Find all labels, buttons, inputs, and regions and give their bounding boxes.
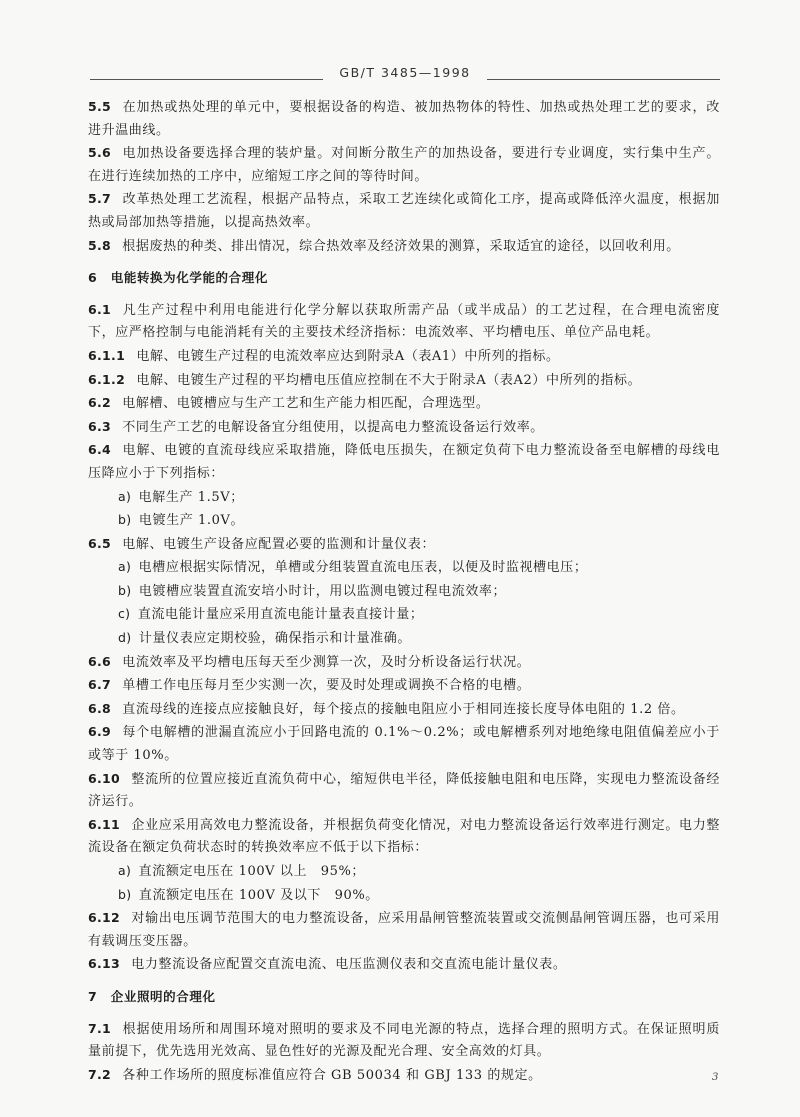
clause-6-1-2 bbox=[88, 369, 720, 393]
item-label: b) bbox=[118, 512, 132, 528]
list-item bbox=[88, 580, 720, 604]
clause-number: 6.7 bbox=[88, 677, 112, 693]
section-number: 6 bbox=[88, 270, 97, 286]
clause-6-4 bbox=[88, 439, 720, 485]
clause-number: 6.3 bbox=[88, 418, 112, 434]
item-text: 电解生产 1.5V； bbox=[138, 489, 244, 505]
clause-number: 6.6 bbox=[88, 653, 112, 669]
clause-number: 7.1 bbox=[88, 1020, 112, 1036]
clause-6-12 bbox=[88, 907, 720, 953]
clause-6-5 bbox=[88, 533, 720, 557]
clause-number: 6.5 bbox=[88, 535, 112, 551]
clause-6-3 bbox=[88, 416, 720, 440]
clause-number: 6.9 bbox=[88, 724, 112, 740]
item-label: a) bbox=[118, 488, 132, 504]
header-rule-left bbox=[90, 79, 323, 80]
running-header bbox=[90, 62, 720, 82]
clause-text: 电加热设备要选择合理的装炉量。对间断分散生产的加热设备，要进行专业调度，实行集中生产。在进行连续加热的工序中，应缩短工序之间的等待时间。 bbox=[88, 146, 720, 184]
clause-6-1 bbox=[88, 299, 720, 345]
clause-text: 电解、电镀生产设备应配置必要的监测和计量仪表： bbox=[122, 536, 436, 552]
section-heading-6 bbox=[88, 267, 720, 290]
list-item bbox=[88, 603, 720, 627]
clause-text: 电解槽、电镀槽应与生产工艺和生产能力相匹配，合理选型。 bbox=[122, 396, 490, 412]
document-body bbox=[88, 96, 720, 1087]
clause-text: 电解、电镀的直流母线应采取措施，降低电压损失，在额定负荷下电力整流设备至电解槽的母线电压降应小于下列指标： bbox=[88, 443, 720, 481]
clause-6-7 bbox=[88, 674, 720, 698]
item-text: 计量仪表应定期校验，确保指示和计量准确。 bbox=[138, 631, 411, 647]
item-label: a) bbox=[118, 559, 132, 575]
item-label: a) bbox=[118, 863, 132, 878]
clause-number: 7.2 bbox=[88, 1066, 112, 1082]
clause-5-7 bbox=[88, 188, 720, 234]
clause-text: 各种工作场所的照度标准值应符合 GB 50034 和 GBJ 133 的规定。 bbox=[122, 1067, 542, 1083]
clause-6-9 bbox=[88, 721, 720, 767]
clause-7-2 bbox=[88, 1064, 720, 1088]
clause-6-8 bbox=[88, 698, 720, 722]
item-label: b) bbox=[118, 886, 132, 902]
clause-text: 直流母线的连接点应接触良好，每个接点的接触电阻应小于相同连接长度导体电阻的 1.2 倍。 bbox=[122, 701, 685, 717]
list-item bbox=[88, 627, 720, 651]
clause-number: 5.8 bbox=[88, 237, 112, 253]
clause-6-6 bbox=[88, 651, 720, 675]
list-item bbox=[88, 556, 720, 580]
clause-5-6 bbox=[88, 142, 720, 188]
clause-text: 单槽工作电压每月至少实测一次，要及时处理或调换不合格的电槽。 bbox=[122, 678, 531, 694]
clause-number: 6.11 bbox=[88, 816, 121, 832]
list-item bbox=[88, 860, 720, 884]
clause-text: 企业应采用高效电力整流设备，并根据负荷变化情况，对电力整流设备运行效率进行测定。电力整流设备在额定负荷状态时的转换效率应不低于以下指标： bbox=[88, 817, 720, 856]
item-text: 直流电能计量应采用直流电能计量表直接计量； bbox=[137, 607, 424, 623]
item-text: 直流额定电压在 100V 及以下 90%。 bbox=[138, 887, 379, 903]
item-label: d) bbox=[118, 630, 132, 646]
header-rule-right bbox=[487, 79, 720, 80]
clause-6-11 bbox=[88, 814, 720, 860]
clause-number: 5.7 bbox=[88, 191, 112, 207]
clause-text: 电解、电镀生产过程的电流效率应达到附录A（表A1）中所列的指标。 bbox=[136, 348, 560, 364]
item-text: 电镀生产 1.0V。 bbox=[138, 513, 245, 529]
clause-number: 6.1.2 bbox=[88, 371, 126, 387]
section-title: 电能转换为化学能的合理化 bbox=[110, 270, 268, 286]
clause-text: 根据使用场所和周围环境对照明的要求及不同电光源的特点，选择合理的照明方式。在保证照明质量前提下，优先选用光效高、显色性好的光源及配光合理、安全高效的灯具。 bbox=[88, 1021, 720, 1060]
clause-number: 6.2 bbox=[88, 395, 112, 411]
clause-text: 电力整流设备应配置交直流电流、电压监测仪表和交直流电能计量仪表。 bbox=[131, 957, 567, 973]
clause-number: 6.8 bbox=[88, 700, 112, 716]
item-text: 直流额定电压在 100V 以上 95%； bbox=[138, 864, 366, 879]
clause-text: 在加热或热处理的单元中，要根据设备的构造、被加热物体的特性、加热或热处理工艺的要求，改进升温曲线。 bbox=[88, 100, 720, 138]
clause-6-10 bbox=[88, 768, 720, 814]
clause-6-13 bbox=[88, 953, 720, 977]
clause-number: 5.6 bbox=[88, 145, 112, 161]
item-text: 电槽应根据实际情况，单槽或分组装置直流电压表，以便及时监视槽电压； bbox=[138, 560, 588, 576]
clause-text: 凡生产过程中利用电能进行化学分解以获取所需产品（或半成品）的工艺过程，在合理电流密度下，应严格控制与电能消耗有关的主要技术经济指标：电流效率、平均槽电压、单位产品电耗。 bbox=[88, 302, 720, 341]
clause-number: 6.1 bbox=[88, 301, 112, 317]
clause-5-8 bbox=[88, 235, 720, 259]
item-text: 电镀槽应装置直流安培小时计，用以监测电镀过程电流效率； bbox=[138, 583, 507, 599]
item-label: b) bbox=[118, 582, 132, 598]
clause-text: 每个电解槽的泄漏直流应小于回路电流的 0.1%～0.2%；或电解槽系列对地绝缘电阻值偏差应小于或等于 10%。 bbox=[88, 725, 720, 764]
clause-text: 电解、电镀生产过程的平均槽电压值应控制在不大于附录A（表A2）中所列的指标。 bbox=[136, 372, 642, 388]
clause-number: 6.13 bbox=[88, 956, 121, 972]
clause-text: 整流所的位置应接近直流负荷中心，缩短供电半径，降低接触电阻和电压降，实现电力整流设备经济运行。 bbox=[88, 771, 720, 810]
clause-text: 对输出电压调节范围大的电力整流设备，应采用晶闸管整流装置或交流侧晶闸管调压器，也可采用有载调压变压器。 bbox=[88, 911, 720, 949]
clause-7-1 bbox=[88, 1018, 720, 1064]
standard-code: GB/T 3485—1998 bbox=[339, 65, 471, 80]
list-item bbox=[88, 509, 720, 533]
clause-number: 6.12 bbox=[88, 910, 121, 926]
clause-5-5 bbox=[88, 96, 720, 142]
clause-6-1-1 bbox=[88, 345, 720, 369]
list-item bbox=[88, 486, 720, 510]
clause-number: 5.5 bbox=[88, 99, 112, 114]
list-item bbox=[88, 884, 720, 908]
clause-text: 改革热处理工艺流程，根据产品特点，采取工艺连续化或简化工序，提高或降低淬火温度，根据加热或局部加热等措施，以提高热效率。 bbox=[88, 192, 720, 230]
clause-number: 6.4 bbox=[88, 442, 112, 458]
page-number: 3 bbox=[712, 1072, 719, 1083]
clause-number: 6.10 bbox=[88, 770, 121, 786]
clause-text: 根据废热的种类、排出情况，综合热效率及经济效果的测算，采取适宜的途径，以回收利用。 bbox=[122, 238, 680, 254]
clause-number: 6.1.1 bbox=[88, 347, 126, 363]
clause-text: 电流效率及平均槽电压每天至少测算一次，及时分析设备运行状况。 bbox=[122, 654, 531, 670]
section-title: 企业照明的合理化 bbox=[110, 988, 216, 1004]
section-number: 7 bbox=[88, 988, 97, 1004]
section-heading-7 bbox=[88, 986, 720, 1009]
clause-text: 不同生产工艺的电解设备宜分组使用，以提高电力整流设备运行效率。 bbox=[122, 419, 544, 435]
clause-6-2 bbox=[88, 392, 720, 416]
item-label: c) bbox=[118, 606, 131, 622]
